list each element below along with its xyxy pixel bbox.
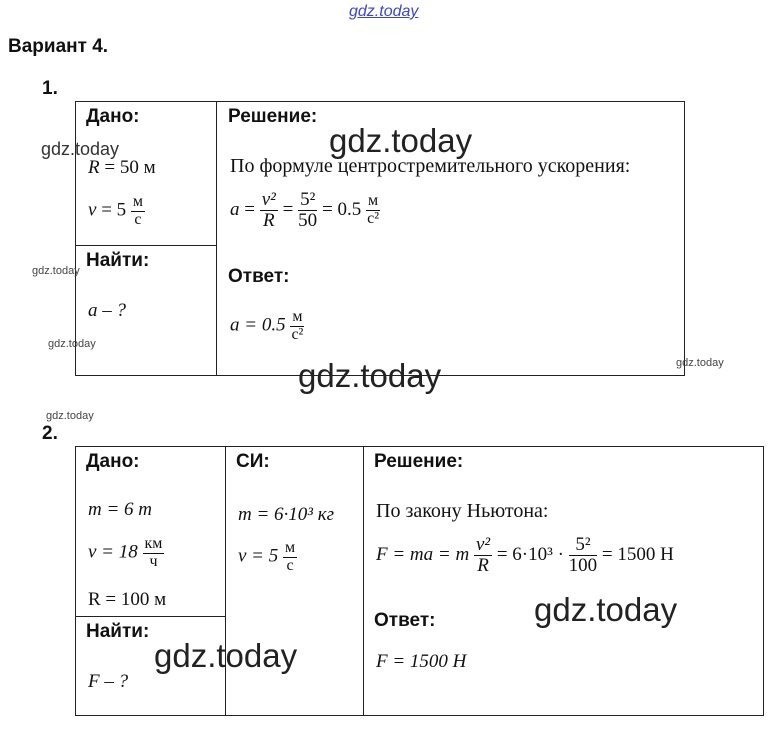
task2-given-header: Дано: — [86, 451, 140, 472]
watermark-large: gdz.today — [154, 637, 298, 674]
task1-given-r: R = 50 м — [88, 157, 156, 178]
task2-given-r: R = 100 м — [88, 589, 167, 610]
task2-si-header: СИ: — [236, 451, 270, 472]
task1-formula: a = $\frac{\text{v²}}{R}$ = $\frac{\text{5²}}{50}$ = 0.5 $\frac{м}{\text{с²}}$ — [230, 189, 380, 231]
watermark-small: gdz.today — [46, 410, 94, 422]
task2-si-m: m = 6·10³ кг — [238, 504, 335, 525]
task2-answer: F = 1500 Н — [376, 651, 467, 672]
task2-solution-header: Решение: — [374, 451, 464, 472]
task1-given-v: v = 5 $\frac{м}{с}$ — [88, 193, 144, 228]
task1-answer: a = 0.5 $\frac{м}{\text{с²}}$ — [230, 308, 304, 343]
task2-answer-header: Ответ: — [374, 610, 436, 631]
task1-solution-header: Решение: — [228, 106, 318, 127]
task2-formula: F = ma = m $\frac{\text{v²}}{R}$ = 6·10³ · $\frac{\text{5²}}{100}$ = 1500 Н — [376, 534, 674, 576]
watermark-small: gdz.today — [676, 357, 724, 369]
task1-find-header: Найти: — [86, 250, 150, 271]
task2-given-m: m = 6 т — [88, 499, 153, 520]
task2-find-header: Найти: — [86, 621, 150, 642]
task1-solution-text: По формуле центростремительного ускорения: — [230, 155, 631, 177]
task2-find: F – ? — [88, 671, 129, 692]
watermark-top: gdz.today — [349, 3, 419, 20]
watermark-large: gdz.today — [329, 122, 473, 159]
watermark-small: gdz.today — [48, 338, 96, 350]
task1-answer-header: Ответ: — [228, 266, 290, 287]
task2-solution-text: По закону Ньютона: — [376, 500, 549, 522]
task2-given-v: v = 18 $\frac{км}{ч}$ — [88, 535, 163, 570]
watermark-medium: gdz.today — [41, 139, 120, 159]
watermark-small: gdz.today — [32, 265, 80, 277]
watermark-large: gdz.today — [534, 591, 678, 628]
task2-number: 2. — [42, 423, 58, 444]
task1-given-header: Дано: — [86, 106, 140, 127]
watermark-large: gdz.today — [298, 357, 442, 394]
task1-find: a – ? — [88, 300, 126, 321]
page-title: Вариант 4. — [8, 36, 109, 57]
task2-si-v: v = 5 $\frac{м}{с}$ — [238, 539, 296, 574]
task1-number: 1. — [42, 78, 58, 99]
